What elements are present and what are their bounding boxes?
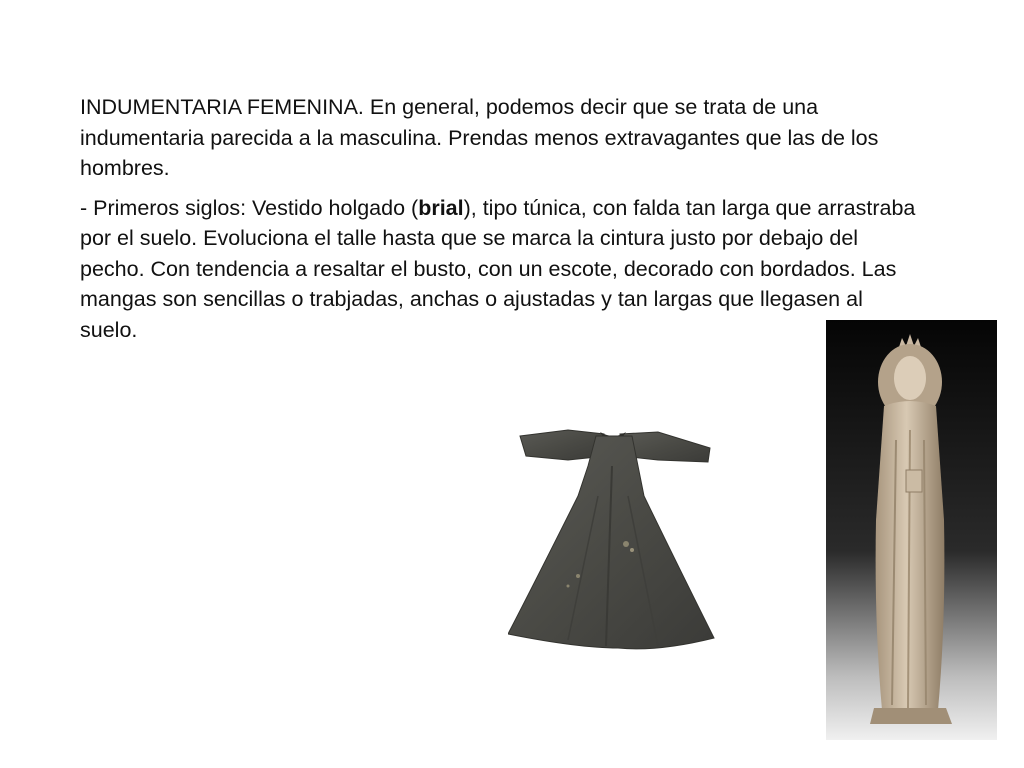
paragraph-early-text-start: - Primeros siglos: Vestido holgado ( [80, 195, 419, 220]
medieval-dress-image [508, 426, 720, 654]
queen-statue-image [826, 320, 997, 740]
paragraph-intro [80, 92, 920, 184]
paragraph-early-centuries [80, 193, 920, 346]
slide-text [80, 92, 920, 354]
brial-term: brial [418, 195, 464, 220]
paragraph-intro-text: INDUMENTARIA FEMENINA. En general, podemos decir que se trata de una indumentaria parecida a la masculina. Prendas menos extravagantes que las de los hombres. [80, 95, 879, 180]
paragraph-early-text-end: ), tipo túnica, con falda tan larga que arrastraba por el suelo. Evoluciona el talle hasta que se marca la cintura justo por debajo del pecho. Con tendencia a resaltar el busto, con un escote, decorado con bordados. Las mangas son sencillas o trabjadas, anchas o ajustadas y tan largas que llegasen al suelo. [80, 195, 916, 342]
